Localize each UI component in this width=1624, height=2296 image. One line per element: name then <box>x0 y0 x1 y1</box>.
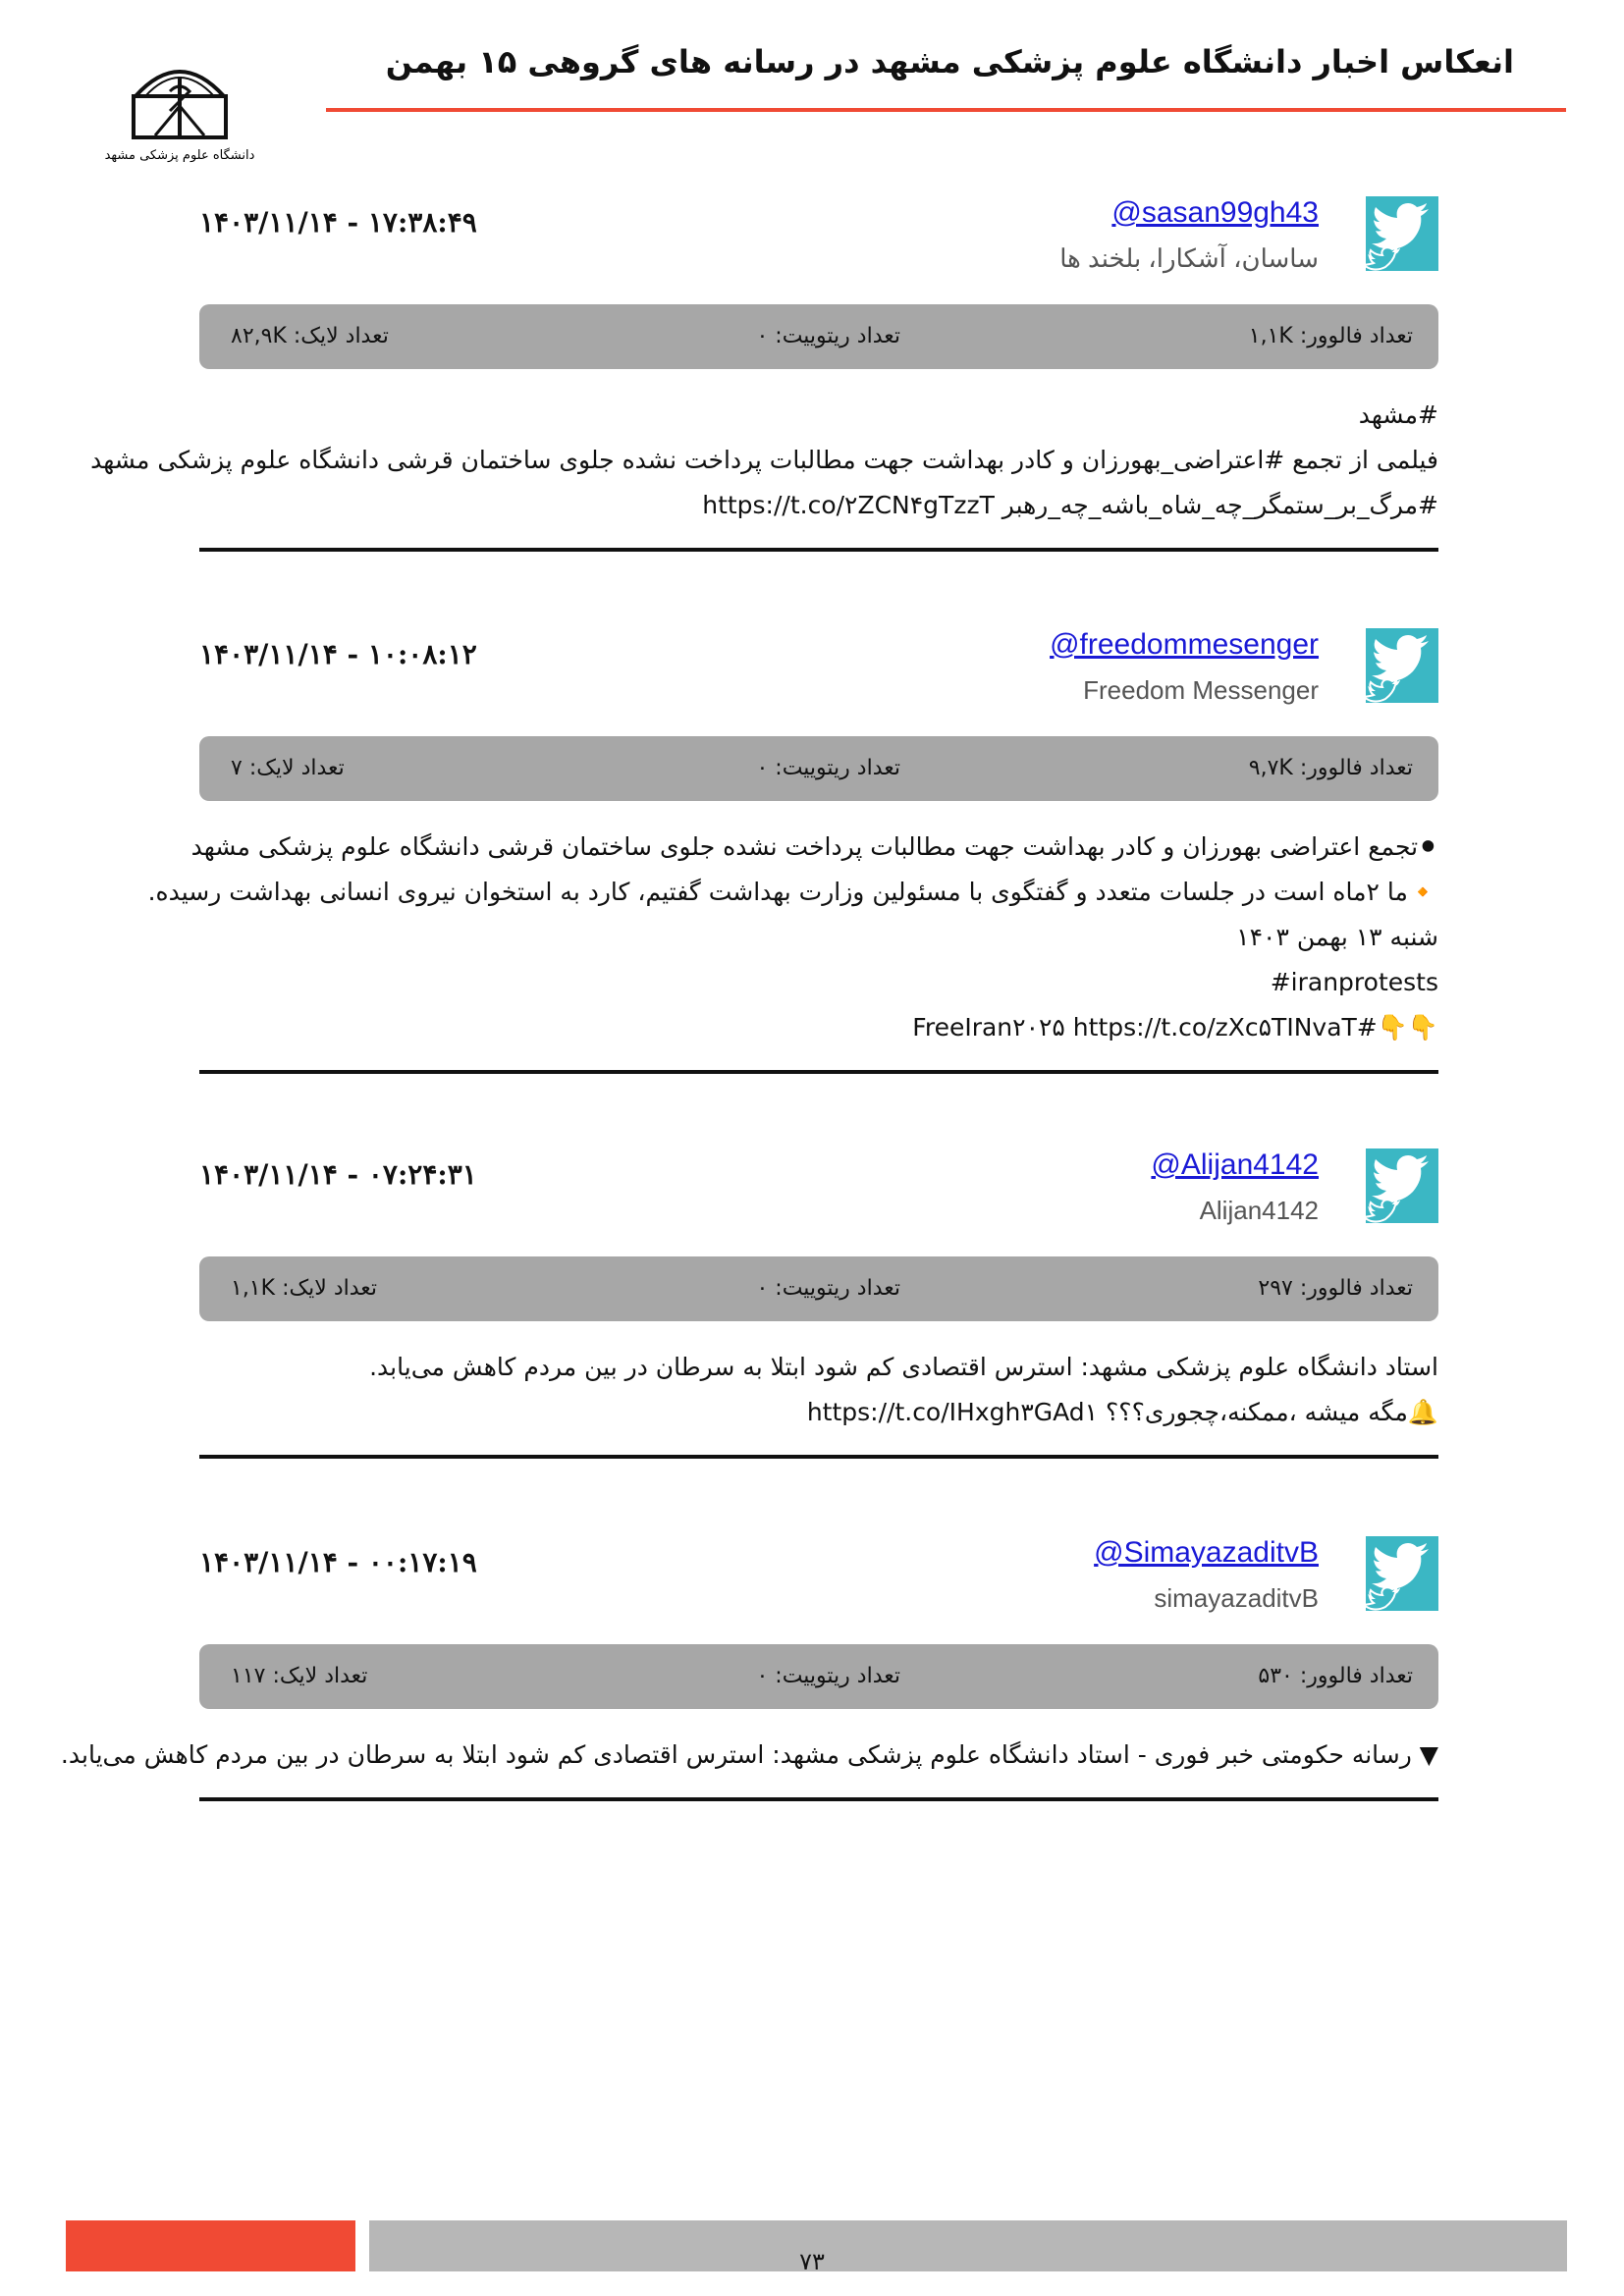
tweet-text-line: 👇👇#FreeIran۲۰۲۵ https://t.co/zXc۵TINvaT <box>912 1013 1438 1041</box>
tweet-text <box>199 1321 1438 1435</box>
likes-count: تعداد لایک: ۱,۱K <box>231 1276 378 1301</box>
tweet-handle-link[interactable]: @SimayazaditvB <box>1094 1536 1319 1569</box>
tweet-text-line: ▼ رسانه حکومتی خبر فوری - استاد دانشگاه علوم پزشکی مشهد: استرس اقتصادی کم شود ابتلا به سرطان در بین مردم کاهش می‌یابد. <box>60 1740 1438 1769</box>
tweet-separator <box>199 1070 1438 1074</box>
tweet-separator <box>199 1797 1438 1801</box>
tweet-text-line: استاد دانشگاه علوم پزشکی مشهد: استرس اقتصادی کم شود ابتلا به سرطان در بین مردم کاهش می‌یابد. <box>369 1353 1438 1381</box>
tweet-handle-link[interactable]: @freedommesenger <box>1050 628 1319 661</box>
tweet-display-name: simayazaditvB <box>1154 1583 1319 1613</box>
tweet-text-line: 🔸ما ۲ماه است در جلسات متعدد و گفتگوی با مسئولین وزارت بهداشت گفتیم، کارد به استخوان نیروی انسانی بهداشت رسیده. <box>147 878 1438 906</box>
tweet-display-name: Freedom Messenger <box>1083 675 1319 705</box>
tweet-handle-link[interactable]: @Alijan4142 <box>1151 1148 1319 1181</box>
tweet-stats-bar <box>199 736 1438 801</box>
tweet-stats-bar <box>199 1256 1438 1321</box>
tweet-display-name: ساسان، آشکارا، بلخند ها <box>1059 243 1319 273</box>
retweets-count: تعداد ریتوییت: ۰ <box>756 1276 900 1301</box>
tweet-card <box>147 628 1438 1074</box>
tweet-text-line: شنبه ۱۳ بهمن ۱۴۰۳ <box>1236 923 1438 951</box>
tweet-text <box>60 1709 1438 1778</box>
twitter-bird-icon <box>1360 1536 1438 1617</box>
header-divider <box>326 108 1566 112</box>
tweet-datetime: ۱۴۰۳/۱۱/۱۴ - ۰۷:۲۴:۳۱ <box>199 1158 477 1191</box>
twitter-bird-icon <box>1360 196 1438 277</box>
likes-count: تعداد لایک: ۱۱۷ <box>231 1664 368 1688</box>
tweet-card <box>199 1148 1438 1459</box>
tweet-datetime: ۱۴۰۳/۱۱/۱۴ - ۰۰:۱۷:۱۹ <box>199 1546 477 1578</box>
tweet-handle-link[interactable]: @sasan99gh43 <box>1111 196 1319 229</box>
svg-text:دانشگاه علوم پزشکی مشهد: دانشگاه علوم پزشکی مشهد <box>104 148 255 163</box>
followers-count: تعداد فالوور: ۹,۷K <box>1248 756 1413 780</box>
tweet-stats-bar <box>199 304 1438 369</box>
tweet-text-line: 🔔مگه میشه ،ممکنه،چجوری؟؟؟ https://t.co/IHxgh۳GAd۱ <box>806 1398 1438 1426</box>
tweet-text <box>147 801 1438 1050</box>
tweet-header <box>199 628 1438 736</box>
tweet-separator <box>199 548 1438 552</box>
tweet-card <box>60 1536 1438 1801</box>
tweet-header <box>199 1536 1438 1644</box>
tweet-text-line: فیلمی از تجمع #اعتراضی_بهورزان و کادر بهداشت جهت مطالبات پرداخت نشده جلوی ساختمان قرشی دانشگاه علوم پزشکی مشهد <box>90 446 1438 474</box>
retweets-count: تعداد ریتوییت: ۰ <box>756 1664 900 1688</box>
tweet-separator <box>199 1455 1438 1459</box>
tweet-text-line: iranprotests# <box>1270 968 1438 996</box>
followers-count: تعداد فالوور: ۵۳۰ <box>1258 1664 1413 1688</box>
tweet-text-line: #مرگ_بر_ستمگر_چه_شاه_باشه_چه_رهبر https://t.co/۲ZCN۴gTzzT <box>702 491 1438 519</box>
followers-count: تعداد فالوور: ۱,۱K <box>1248 324 1413 348</box>
page-title: انعکاس اخبار دانشگاه علوم پزشکی مشهد در رسانه های گروهی ۱۵ بهمن <box>385 43 1514 80</box>
tweet-text-line: ⚫تجمع اعتراضی بهورزان و کادر بهداشت جهت مطالبات پرداخت نشده جلوی ساختمان قرشی دانشگاه علوم پزشکی مشهد <box>190 832 1438 861</box>
likes-count: تعداد لایک: ۸۲,۹K <box>231 324 389 348</box>
tweet-datetime: ۱۴۰۳/۱۱/۱۴ - ۱۰:۰۸:۱۲ <box>199 638 477 670</box>
tweet-datetime: ۱۴۰۳/۱۱/۱۴ - ۱۷:۳۸:۴۹ <box>199 206 477 239</box>
twitter-bird-icon <box>1360 628 1438 709</box>
likes-count: تعداد لایک: ۷ <box>231 756 345 780</box>
retweets-count: تعداد ریتوییت: ۰ <box>756 756 900 780</box>
tweet-text <box>90 369 1438 528</box>
tweet-stats-bar <box>199 1644 1438 1709</box>
tweet-text-line: #مشهد <box>1358 400 1438 429</box>
twitter-bird-icon <box>1360 1148 1438 1229</box>
tweet-header <box>199 1148 1438 1256</box>
tweet-card <box>90 196 1438 552</box>
page-number: ۷۳ <box>799 2248 825 2275</box>
retweets-count: تعداد ریتوییت: ۰ <box>756 324 900 348</box>
followers-count: تعداد فالوور: ۲۹۷ <box>1258 1276 1413 1301</box>
university-logo <box>104 37 255 165</box>
tweet-display-name: Alijan4142 <box>1199 1196 1319 1225</box>
tweet-header <box>199 196 1438 304</box>
